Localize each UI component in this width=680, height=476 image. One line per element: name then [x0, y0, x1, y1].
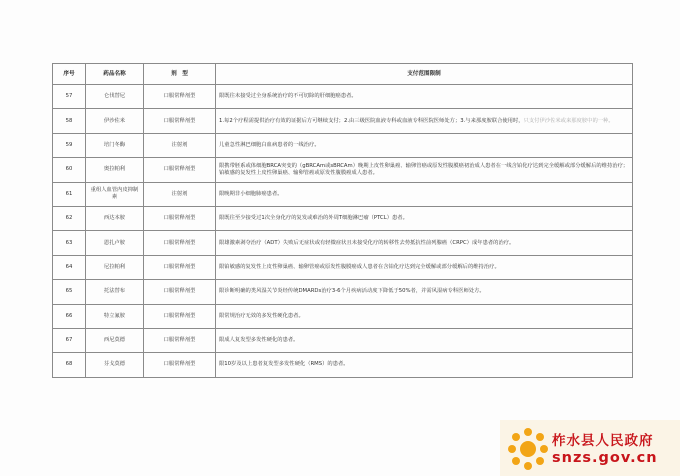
- site-watermark-logo: [500, 420, 680, 476]
- table-row: [53, 353, 633, 377]
- logo-url: snzs.gov.cn: [552, 450, 658, 466]
- cell-payment-scope-text: 限成人复发型多发性硬化的患者。: [219, 337, 299, 344]
- cell-dosage-form: [144, 231, 216, 255]
- cell-drug-name-text: 特立氟胺: [103, 312, 126, 319]
- cell-dosage-form: [144, 85, 216, 109]
- cell-drug-name-text: 重组人血管内皮抑制素: [90, 187, 139, 201]
- cell-drug-name: [86, 328, 144, 352]
- cell-payment-scope: [216, 85, 633, 109]
- cell-payment-scope-text: 限10岁及以上患者复发型多发性硬化（RMS）的患者。: [219, 361, 349, 368]
- cell-drug-name-text: 芬戈莫德: [103, 361, 126, 368]
- cell-dosage-form-text: 注射剂: [171, 141, 188, 148]
- cell-drug-name-text: 西尼莫德: [103, 337, 126, 344]
- cell-serial: [53, 255, 86, 279]
- cell-drug-name: [86, 304, 144, 328]
- cell-payment-scope-text: 1.每2个疗程需提供治疗有效的证据后方可继续支付；2.由三级医院血液专科或血液专科医院医师处方；3.与来那度胺联合使用时，: [219, 117, 524, 124]
- cell-dosage-form-text: 注射剂: [171, 190, 188, 197]
- cell-payment-scope: [216, 206, 633, 230]
- sun-emblem-icon: [506, 423, 550, 471]
- cell-drug-name: [86, 182, 144, 206]
- cell-serial-text: 61: [65, 190, 73, 197]
- header-dosage-form: 剂 型: [144, 64, 216, 85]
- cell-drug-name: [86, 353, 144, 377]
- cell-payment-scope-text: 限携带胚系或体细胞BRCA突变的（gBRCAm或sBRCAm）晚期上皮性卵巢癌、输卵管癌或原发性腹膜癌初治成人患者在一线含铂化疗达到完全缓解或部分缓解后的维持治疗；铂敏感的复发性上皮性卵巢癌、输卵管癌或原发性腹膜癌成人患者。: [219, 162, 629, 176]
- header-payment-scope: 支付范围限制: [216, 64, 633, 85]
- cell-serial-text: 62: [65, 215, 73, 222]
- table-row: [53, 304, 633, 328]
- cell-payment-scope: [216, 328, 633, 352]
- cell-serial-text: 67: [65, 337, 73, 344]
- cell-dosage-form-text: 口服常释剂型: [163, 117, 196, 124]
- cell-payment-scope-faded-text: 只支付伊沙佐米或来那度胺中的一种。: [523, 117, 614, 124]
- table-row: [53, 255, 633, 279]
- cell-payment-scope-text: 限晚期非小细胞肺癌患者。: [219, 190, 283, 197]
- cell-payment-scope-text: 限铂敏感的复发性上皮性卵巢癌、输卵管癌或原发性腹膜癌成人患者在含铂化疗达到完全缓解或部分缓解后的维持治疗。: [219, 263, 500, 270]
- cell-dosage-form-text: 口服常释剂型: [163, 239, 196, 246]
- cell-dosage-form-text: 口服常释剂型: [163, 263, 196, 270]
- cell-serial: [53, 353, 86, 377]
- cell-payment-scope-text: 儿童急性淋巴细胞白血病患者的一线治疗。: [219, 141, 320, 148]
- cell-drug-name-text: 伊沙佐米: [103, 117, 126, 124]
- cell-serial: [53, 304, 86, 328]
- cell-serial-text: 57: [65, 93, 73, 100]
- cell-serial-text: 59: [65, 141, 73, 148]
- cell-drug-name: [86, 158, 144, 182]
- cell-payment-scope: [216, 304, 633, 328]
- cell-drug-name: [86, 109, 144, 133]
- table-row: [53, 158, 633, 182]
- header-drug-name: 药品名称: [86, 64, 144, 85]
- cell-drug-name-text: 奥拉帕利: [103, 166, 126, 173]
- cell-dosage-form-text: 口服常释剂型: [163, 93, 196, 100]
- cell-payment-scope: [216, 280, 633, 304]
- cell-dosage-form-text: 口服常释剂型: [163, 312, 196, 319]
- cell-drug-name-text: 尼拉帕利: [103, 263, 126, 270]
- cell-serial: [53, 109, 86, 133]
- cell-serial: [53, 182, 86, 206]
- cell-payment-scope: [216, 109, 633, 133]
- table-row: [53, 231, 633, 255]
- cell-serial-text: 66: [65, 312, 73, 319]
- cell-dosage-form-text: 口服常释剂型: [163, 337, 196, 344]
- cell-dosage-form: [144, 206, 216, 230]
- cell-serial: [53, 158, 86, 182]
- cell-drug-name-text: 恩扎卢胺: [103, 239, 126, 246]
- cell-drug-name: [86, 231, 144, 255]
- cell-drug-name-text: 西达本胺: [103, 215, 126, 222]
- cell-dosage-form: [144, 328, 216, 352]
- cell-dosage-form-text: 口服常释剂型: [163, 288, 196, 295]
- cell-payment-scope-text: 限常规治疗无效的多发性硬化患者。: [219, 312, 304, 319]
- cell-payment-scope: [216, 182, 633, 206]
- cell-serial-text: 58: [65, 117, 73, 124]
- cell-payment-scope: [216, 158, 633, 182]
- cell-drug-name: [86, 255, 144, 279]
- cell-dosage-form: [144, 280, 216, 304]
- cell-serial-text: 60: [65, 166, 73, 173]
- cell-serial: [53, 85, 86, 109]
- cell-payment-scope-text: 限既往至少接受过1次全身化疗的复发或难治的外周T细胞淋巴瘤（PTCL）患者。: [219, 215, 408, 222]
- cell-payment-scope: [216, 133, 633, 157]
- cell-dosage-form: [144, 158, 216, 182]
- cell-serial-text: 65: [65, 288, 73, 295]
- cell-dosage-form: [144, 182, 216, 206]
- cell-dosage-form: [144, 133, 216, 157]
- cell-serial: [53, 328, 86, 352]
- cell-drug-name: [86, 280, 144, 304]
- cell-payment-scope-text: 限雄激素剥夺治疗（ADT）失败后无症状或有轻微症状且未接受化疗的转移性去势抵抗性前列腺癌（CRPC）成年患者的治疗。: [219, 239, 515, 246]
- table-row: [53, 85, 633, 109]
- header-serial: 序号: [53, 64, 86, 85]
- cell-serial-text: 63: [65, 239, 73, 246]
- cell-dosage-form-text: 口服常释剂型: [163, 166, 196, 173]
- cell-dosage-form: [144, 304, 216, 328]
- drug-coverage-table: [52, 63, 633, 378]
- cell-payment-scope-text: 限既往未接受过全身系统治疗的不可切除的肝细胞癌患者。: [219, 93, 357, 100]
- cell-serial: [53, 206, 86, 230]
- cell-dosage-form: [144, 353, 216, 377]
- cell-dosage-form-text: 口服常释剂型: [163, 361, 196, 368]
- cell-serial: [53, 280, 86, 304]
- table-row: [53, 206, 633, 230]
- cell-drug-name-text: 托法替布: [103, 288, 126, 295]
- cell-payment-scope: [216, 231, 633, 255]
- table-row: [53, 109, 633, 133]
- cell-drug-name: [86, 85, 144, 109]
- table-row: [53, 182, 633, 206]
- cell-drug-name-text: 仑伐替尼: [103, 93, 126, 100]
- cell-payment-scope-text: 限诊断明确的类风湿关节炎经传统DMARDs治疗3-6个月疾病活动度下降低于50%者，并需风湿病专科医师处方。: [219, 288, 485, 295]
- cell-serial-text: 64: [65, 263, 73, 270]
- table-row: [53, 280, 633, 304]
- cell-serial: [53, 133, 86, 157]
- cell-payment-scope: [216, 353, 633, 377]
- cell-dosage-form: [144, 255, 216, 279]
- cell-dosage-form-text: 口服常释剂型: [163, 215, 196, 222]
- cell-drug-name: [86, 206, 144, 230]
- table-row: [53, 133, 633, 157]
- cell-serial-text: 68: [65, 361, 73, 368]
- cell-dosage-form: [144, 109, 216, 133]
- table-header-row: [53, 64, 633, 85]
- cell-drug-name: [86, 133, 144, 157]
- table-row: [53, 328, 633, 352]
- cell-payment-scope: [216, 255, 633, 279]
- cell-serial: [53, 231, 86, 255]
- cell-drug-name-text: 培门冬酶: [103, 141, 126, 148]
- logo-title: 柞水县人民政府: [552, 433, 654, 449]
